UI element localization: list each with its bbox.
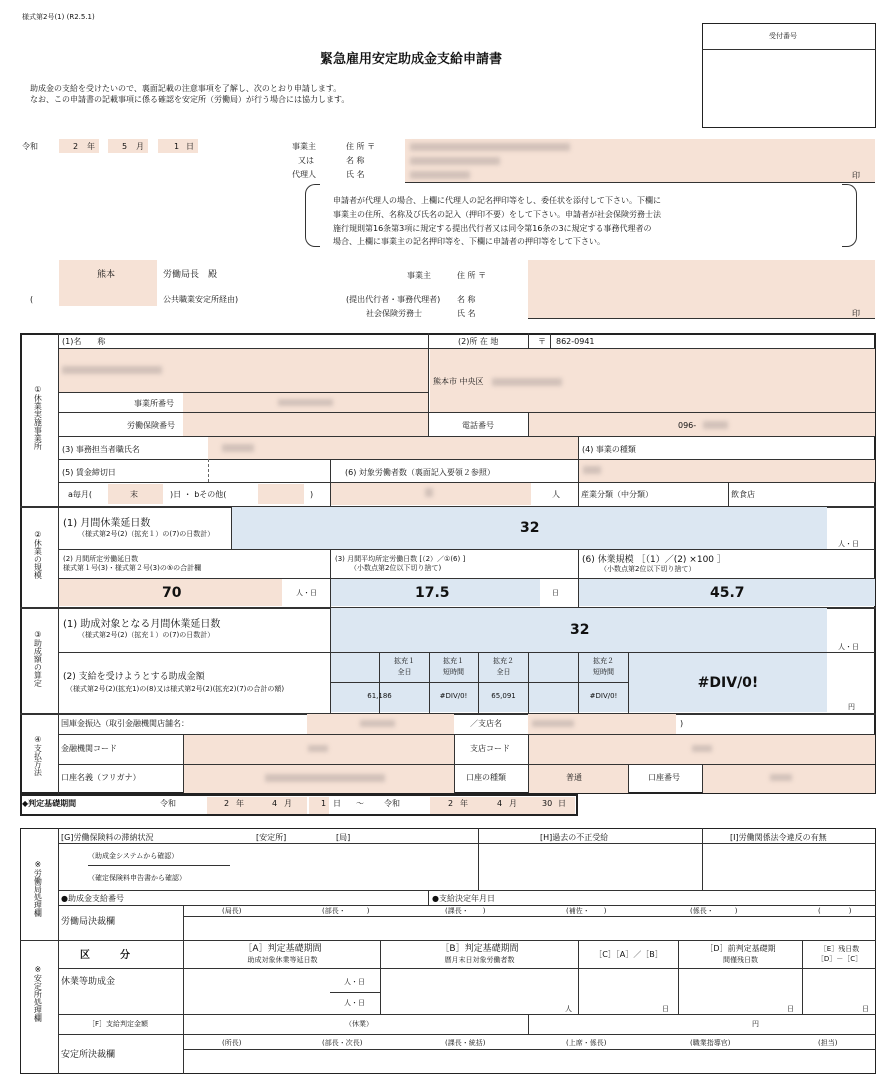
name-label: (1)名 称 [62,337,106,346]
s3-u1: 人・日 [838,643,859,651]
employer-seal: 印 [852,309,860,318]
sta-c: ［C］［A］／［B］ [594,950,663,959]
branch-paren: ) [680,719,684,728]
applicant-label-3: 代理人 [292,170,316,179]
lab-g: [G]労働保険料の滞納状況 [61,833,154,842]
sta-decision: 安定所決裁欄 [61,1050,116,1060]
col-header: 拡充１ [394,657,415,665]
sta-unit-d3: 日 [862,1005,869,1013]
applicant-label-1: 事業主 [292,142,316,151]
zip-mark: 〒 [538,337,546,346]
period-m1[interactable]: 4 [272,799,278,808]
role-label: (課長・統括) [445,1039,486,1047]
role-label: (係長・ ) [690,907,738,915]
sta-unit-p: 人 [565,1005,572,1013]
lab-g-bureau: [局] [336,833,351,842]
zip-value[interactable]: 862-0941 [556,337,595,346]
bank-label: 国庫金振込（取引金融機関店舗名： [61,719,189,728]
date-era: 令和 [22,142,38,151]
period-du1: 日 [333,799,341,808]
contact-input[interactable] [208,437,578,459]
date-year-unit: 年 [87,142,95,151]
workers-unit: 人 [552,490,560,499]
s2-h4-sub: （小数点第2位以下切り捨て） [600,565,696,573]
monthly-label: a毎月( [68,490,93,499]
period-d2[interactable]: 30 [542,799,553,808]
addr-label: (2)所 在 地 [458,337,499,346]
page-title: 緊急雇用安定助成金支給申請書 [320,52,503,67]
sta-nd-2: 人・日 [344,999,365,1007]
s2-h4: (6) 休業規模 ［（1）／(2) ×100 ］ [582,555,726,565]
period-yu1: 年 [236,799,244,808]
date-month-unit: 月 [136,142,144,151]
s3-total: #DIV/0! [697,675,759,691]
s2-v4: 45.7 [710,585,745,601]
section-1-label: ①休業実施事業所 [33,385,43,450]
s2-u1: 人・日 [838,540,859,548]
other-close: ) [310,490,314,499]
intro-line-1: 助成金の支給を受けたいので、裏面記載の注意事項を了解し、次のとおり申請します。 [30,84,342,93]
s3-h2: (2) 支給を受けようとする助成金額 [63,672,205,682]
col-sub: 全日 [397,668,412,676]
period-era-1: 令和 [160,799,176,808]
s2-v2[interactable]: 70 [162,585,182,601]
role-label: (局長) [222,907,242,915]
sta-f: ［F］支給判定金額 [88,1020,149,1028]
office-via: 公共職業安定所経由) [163,295,239,304]
col-header: 拡充１ [443,657,464,665]
col-value: 61,186 [367,692,392,700]
holder-label: 口座名義（フリガナ） [61,773,141,782]
notice-line: 施行規則第16条第3項に規定する提出代行者又は同令第16条の3に規定する事務代理者の [333,224,652,233]
s3-v1: 32 [570,622,590,638]
lab-pay-date: ●支給決定年月日 [432,894,495,903]
industry-label: 産業分類（中分類） [581,490,653,499]
city-value[interactable]: 熊本市 中央区 [433,377,484,386]
period-m2[interactable]: 4 [497,799,503,808]
col-sub: 短時間 [443,668,464,676]
sta-b1: ［B］判定基礎期間 [440,944,519,954]
sta-kubun: 区 分 [80,950,130,961]
office-no-label: 事業所番号 [134,399,174,408]
s3-h1: (1) 助成対象となる月間休業延日数 [63,619,221,630]
section-2-label: ②休業の規模 [33,530,43,579]
col-header: 拡充２ [593,657,614,665]
employer-label: 事業主 [407,271,431,280]
sta-e2: ［D］－［C］ [816,955,863,963]
applicant-person-label: 氏 名 [346,170,365,179]
notice-line: 場合、上欄に事業主の記名押印等を、下欄に申請者の押印等をして下さい。 [333,237,605,246]
employer-input[interactable] [528,260,875,318]
intro-line-2: なお、この申請書の記載事項に係る確認を安定所（労働局）が行う場合には協力します。 [30,95,350,104]
sharoshi-label: 社会保険労務士 [366,309,422,318]
branch-code-label: 支店コード [470,744,510,753]
s2-h3: (3) 月間平均所定労働日数 [（2）／①(6) ] [335,555,466,563]
date-month[interactable]: 5 [122,142,128,151]
section-3-label: ③助成額の算定 [33,630,43,687]
employer-person-label: 氏 名 [457,309,476,318]
office-bureau: 労働局長 殿 [163,270,218,280]
s2-h3-sub: （小数点第2位以下切り捨て) [350,564,442,572]
applicant-name-label: 名 称 [346,156,365,165]
sta-subsidy: 休業等助成金 [61,977,116,987]
s2-u3: 日 [552,589,559,597]
industry-value[interactable]: 飲食店 [731,490,755,499]
s3-h1-sub: （様式第2号(2)（拡充１）の(7)の日数計） [78,631,215,639]
period-mu1: 月 [284,799,292,808]
s2-h2: (2) 月間所定労働延日数 [63,555,139,563]
date-year[interactable]: 2 [73,142,79,151]
lab-conf: （確定保険料申告書から確認） [88,874,186,882]
phone-label: 電話番号 [462,421,494,430]
applicant-seal: 印 [852,171,860,180]
acct-no-label: 口座番号 [648,773,680,782]
applicant-label-2: 又は [298,156,314,165]
lab-decision: 労働局決裁欄 [61,917,116,927]
lab-g-office: [安定所] [256,833,287,842]
col-header: 拡充２ [493,657,514,665]
lab-sys: （助成金システムから確認） [88,852,179,860]
sta-nd-1: 人・日 [344,978,365,986]
closing-label: (5) 賃金締切日 [62,468,116,477]
role-label: (課長・ ) [445,907,486,915]
date-day-unit: 日 [186,142,194,151]
period-mu2: 月 [509,799,517,808]
phone-value[interactable]: 096- [678,421,697,430]
s2-v3: 17.5 [415,585,450,601]
period-du2: 日 [558,799,566,808]
s2-v1: 32 [520,520,540,536]
lab-h: [H]過去の不正受給 [540,833,609,842]
col-sub: 全日 [496,668,511,676]
sta-label: ※安定所処理欄 [33,965,43,1022]
ins-no-label: 労働保険番号 [127,421,175,430]
employer-name-label: 名 称 [457,295,476,304]
period-tilde: ～ [356,799,364,808]
other-input[interactable] [258,484,304,504]
role-label: (所長) [222,1039,242,1047]
notice-line: 申請者が代理人の場合、上欄に代理人の記名押印等をし、委任状を添付して下さい。下欄に [333,196,661,205]
employer-addr-label: 住 所 〒 [457,271,487,280]
applicant-addr-label: 住 所 〒 [346,142,376,151]
office-pref[interactable]: 熊本 [97,270,116,280]
biz-type-input[interactable] [579,460,875,482]
period-yu2: 年 [460,799,468,808]
s3-h2-sub: （様式第2号(2)(拡充1)の(8)又は様式第2号(2)(拡充2)(7)の合計の額) [66,685,285,693]
col-value: 65,091 [491,692,516,700]
period-y1[interactable]: 2 [224,799,230,808]
sta-b2: 暦月末日対象労働者数 [444,956,515,964]
s3-yen: 円 [848,703,855,711]
phone-input[interactable] [529,413,875,436]
period-era-2: 令和 [384,799,400,808]
s2-h2-sub: 様式第１号(3)・様式第２号(3)の⑤の合計欄 [63,564,202,572]
role-label: (部長・ ) [322,907,370,915]
date-day[interactable]: 1 [174,142,180,151]
receipt-label: 受付番号 [769,32,797,40]
contact-label: (3) 事務担当者職氏名 [62,445,140,454]
sta-a1: ［A］判定基礎期間 [243,944,322,954]
s2-h1: (1) 月間休業延日数 [63,518,151,529]
s2-h1-sub: （様式第2号(2)（拡充１）の(7)の日数計） [78,530,215,538]
bank-code-label: 金融機関コード [61,744,117,753]
sta-unit-d1: 日 [662,1005,669,1013]
role-label: ( ) [818,907,852,915]
agent-label: (提出代行者・事務代理者) [346,295,441,304]
role-label: (補佐・ ) [566,907,607,915]
sta-kyugyo: （休業） [345,1020,373,1028]
sta-d2: 間僅残日数 [723,956,758,964]
period-label: ◆判定基礎期間 [22,799,77,808]
section-4-label: ④支払方法 [33,735,43,776]
form-code: 様式第2号(1) (R2.5.1) [22,13,95,21]
period-y2[interactable]: 2 [448,799,454,808]
acct-type-label: 口座の種類 [466,773,506,782]
col-value: #DIV/0! [439,692,468,700]
sta-yen: 円 [752,1020,759,1028]
biz-type-label: (4) 事業の種類 [582,445,636,454]
office-paren: ( [30,295,34,304]
acct-type-value[interactable]: 普通 [566,773,582,782]
role-label: (部長・次長) [322,1039,363,1047]
role-label: (職業指導官) [690,1039,731,1047]
monthly-value[interactable]: 末 [130,490,138,499]
lab-label: ※労働局処理欄 [33,860,43,917]
sta-d1: ［D］前判定基礎期 [705,944,776,953]
period-d1[interactable]: 1 [321,799,327,808]
col-sub: 短時間 [593,668,614,676]
lab-pay-no: ●助成金支給番号 [61,894,124,903]
col-value: #DIV/0! [589,692,618,700]
role-label: (担当) [818,1039,838,1047]
sta-e1: ［E］残日数 [819,945,860,953]
branch-label: ／支店名 [470,719,502,728]
notice-line: 事業主の住所、名称及び氏名の記入（押印不要）をして下さい。申請者が社会保険労務士法 [333,210,661,219]
ins-no-input[interactable] [183,413,428,436]
sta-a2: 助成対象休業等延日数 [247,956,318,964]
s2-u2: 人・日 [296,589,317,597]
other-label: )日 ・ bその他( [170,490,227,499]
lab-i: [I]労働関係法令違反の有無 [730,833,827,842]
sta-unit-d2: 日 [787,1005,794,1013]
workers-label: (6) 対象労働者数（裏面記入要領２参照） [345,468,495,477]
role-label: (上席・係長) [566,1039,607,1047]
